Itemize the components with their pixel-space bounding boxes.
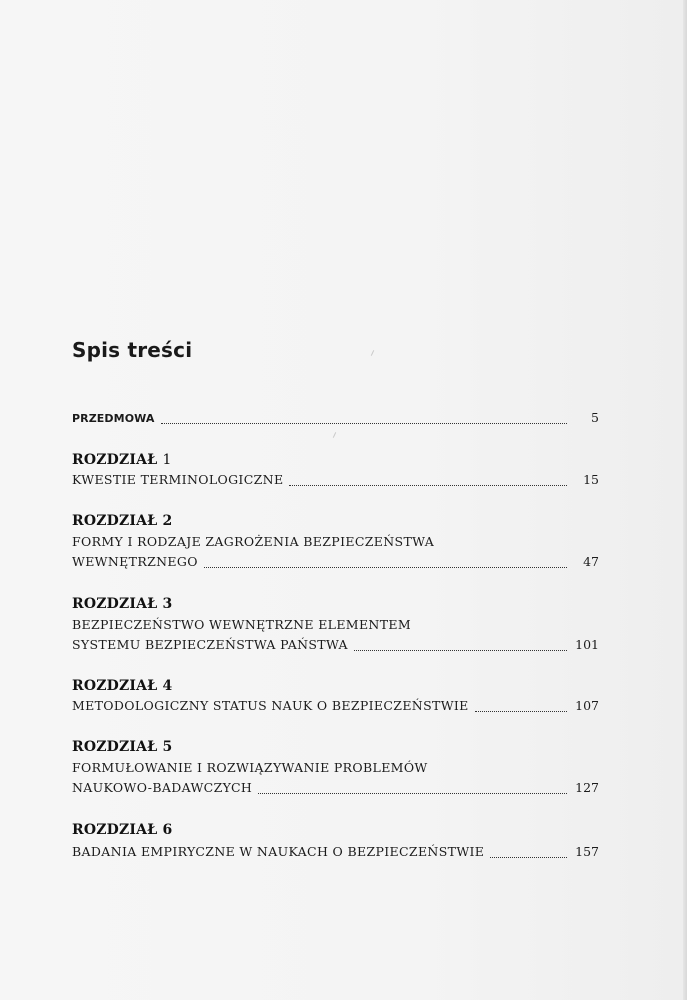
chapter-label: ROZDZIAŁ [72, 678, 158, 694]
chapter-number: 1 [162, 452, 172, 468]
chapter-label: ROZDZIAŁ [72, 822, 158, 838]
chapter-number: 5 [162, 739, 173, 755]
chapter-number: 4 [162, 678, 173, 694]
dot-leader [289, 484, 567, 486]
toc-entry-chapter-5-line-1[interactable] [72, 760, 599, 778]
page-number: 127 [575, 780, 599, 795]
dot-leader [204, 566, 567, 568]
page-number: 15 [583, 472, 599, 487]
chapter-heading-4 [72, 678, 172, 694]
toc-entry-preface[interactable] [72, 410, 599, 428]
dot-leader [354, 649, 567, 651]
chapter-title-line: METODOLOGICZNY STATUS NAUK O BEZPIECZEŃSTWIE [72, 698, 469, 713]
chapter-label: ROZDZIAŁ [72, 452, 158, 468]
dot-leader [161, 422, 567, 424]
chapter-title-line: KWESTIE TERMINOLOGICZNE [72, 472, 284, 487]
page-number: 101 [575, 637, 599, 652]
toc-entry-chapter-2[interactable] [72, 554, 599, 572]
chapter-title-line: BADANIA EMPIRYCZNE W NAUKACH O BEZPIECZEŃSTWIE [72, 844, 485, 859]
toc-entry-chapter-2-line-1[interactable] [72, 534, 599, 552]
chapter-number: 2 [162, 513, 173, 529]
chapter-heading-1 [72, 452, 172, 468]
paper-speck [333, 432, 336, 438]
chapter-title-line: NAUKOWO-BADAWCZYCH [72, 780, 253, 795]
chapter-heading-6 [72, 822, 172, 838]
dot-leader [475, 710, 567, 712]
chapter-title-line: BEZPIECZEŃSTWO WEWNĘTRZNE ELEMENTEM [72, 617, 412, 632]
toc-entry-chapter-6[interactable] [72, 844, 599, 862]
toc-entry-chapter-3[interactable] [72, 637, 599, 655]
page-number: 107 [575, 698, 599, 713]
chapter-heading-5 [72, 739, 172, 755]
toc-title: Spis treści [72, 338, 193, 362]
toc-entry-chapter-4[interactable] [72, 698, 599, 716]
chapter-label: ROZDZIAŁ [72, 513, 158, 529]
chapter-heading-3 [72, 596, 172, 612]
toc-entry-chapter-3-line-1[interactable] [72, 617, 599, 635]
toc-entry-chapter-5[interactable] [72, 780, 599, 798]
chapter-title-line: FORMY I RODZAJE ZAGROŻENIA BEZPIECZEŃSTWA [72, 534, 435, 549]
chapter-label: ROZDZIAŁ [72, 596, 158, 612]
dot-leader [490, 856, 567, 858]
chapter-heading-2 [72, 513, 172, 529]
chapter-title-line: SYSTEMU BEZPIECZEŃSTWA PAŃSTWA [72, 637, 348, 652]
chapter-number: 3 [162, 596, 173, 612]
page-number: 5 [591, 410, 599, 425]
page-number: 157 [575, 844, 599, 859]
chapter-title-line: WEWNĘTRZNEGO [72, 554, 198, 569]
toc-entry-chapter-1[interactable] [72, 472, 599, 490]
page-number: 47 [583, 554, 599, 569]
chapter-number: 6 [162, 822, 173, 838]
preface-label: PRZEDMOWA [72, 412, 155, 425]
chapter-label: ROZDZIAŁ [72, 739, 158, 755]
chapter-title-line: FORMUŁOWANIE I ROZWIĄZYWANIE PROBLEMÓW [72, 760, 428, 775]
dot-leader [258, 792, 567, 794]
paper-speck [371, 350, 374, 356]
page-edge-shadow [683, 0, 687, 1000]
